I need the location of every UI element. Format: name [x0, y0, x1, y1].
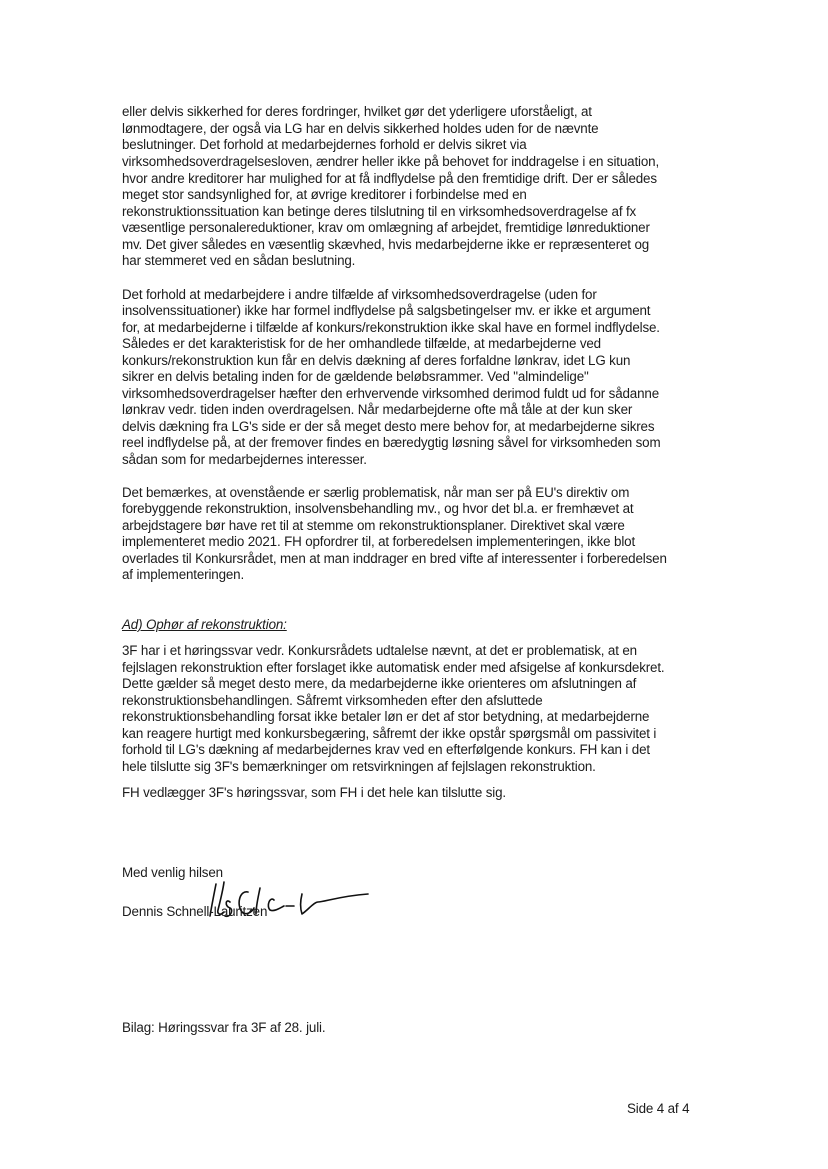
text-line: reel indflydelse på, at der fremover findes en bæredygtig løsning såvel for virksomheden som	[122, 435, 661, 450]
text-line: virksomhedsoverdragelsesloven, ændrer heller ikke på behovet for inddragelse i en situation,	[122, 154, 660, 169]
text-line: meget stor sandsynlighed for, at øvrige kreditorer i forbindelse med en	[122, 187, 527, 202]
text-line: sådan som for medarbejdernes interesser.	[122, 452, 367, 467]
text-line: hvor andre kreditorer har mulighed for at få indflydelse på den fremtidige drift. Der er således	[122, 171, 657, 186]
text-line: væsentlige personalereduktioner, krav om omlægning af arbejdet, fremtidige lønreduktioner	[122, 220, 650, 235]
text-line: arbejdstagere bør have ret til at stemme om rekonstruktionsplaner. Direktivet skal være	[122, 518, 625, 533]
text-line: FH vedlægger 3F's høringssvar, som FH i det hele kan tilslutte sig.	[122, 785, 506, 800]
text-line: insolvenssituationer) ikke har formel indflydelse på salgsbetingelser mv. er ikke et argument	[122, 303, 651, 318]
signatory-name: Dennis Schnell-Lauritzen	[122, 904, 268, 919]
text-line: 3F har i et høringssvar vedr. Konkursrådets udtalelse nævnt, at det er problematisk, at en	[122, 643, 637, 658]
attachment-note: Bilag: Høringssvar fra 3F af 28. juli.	[122, 1020, 326, 1035]
text-line: konkurs/rekonstruktion kun får en delvis dækning af deres forfaldne lønkrav, idet LG kun	[122, 353, 631, 368]
text-line: af implementeringen.	[122, 567, 245, 582]
text-line: for, at medarbejderne i tilfælde af konkurs/rekonstruktion ikke skal have en formel indflydelse.	[122, 320, 660, 335]
page-number: Side 4 af 4	[627, 1101, 690, 1116]
text-line: lønmodtagere, der også via LG har en delvis sikkerhed holdes uden for de nævnte	[122, 121, 599, 136]
text-line: Således er det karakteristisk for de her omhandlede tilfælde, at medarbejderne ved	[122, 336, 601, 351]
text-line: lønkrav vedr. tiden inden overdragelsen. Når medarbejderne ofte må tåle at der kun sker	[122, 402, 633, 417]
text-line: overlades til Konkursrådet, men at man inddrager en bred vifte af interessenter i forberedelsen	[122, 551, 667, 566]
text-line: beslutninger. Det forhold at medarbejdernes forhold er delvis sikret via	[122, 137, 527, 152]
text-line: Dette gælder så meget desto mere, da medarbejderne ikke orienteres om afslutningen af	[122, 676, 637, 691]
text-line: eller delvis sikkerhed for deres fordringer, hvilket gør det yderligere uforståeligt, at	[122, 104, 592, 119]
closing-text: Med venlig hilsen	[122, 865, 223, 880]
text-line: rekonstruktionssituation kan betinge deres tilslutning til en virksomhedsoverdragelse af fx	[122, 204, 637, 219]
section-heading: Ad) Ophør af rekonstruktion:	[122, 617, 287, 632]
text-line: virksomhedsoverdragelser hæfter den erhvervende virksomhed derimod fuldt ud for sådanne	[122, 386, 659, 401]
text-line: fejlslagen rekonstruktion efter forslaget ikke automatisk ender med afsigelse af konkursdekret.	[122, 660, 665, 675]
text-line: delvis dækning fra LG's side er der så meget desto mere behov for, at medarbejderne sikres	[122, 419, 655, 434]
text-line: Det forhold at medarbejdere i andre tilfælde af virksomhedsoverdragelse (uden for	[122, 287, 597, 302]
text-line: Det bemærkes, at ovenstående er særlig problematisk, når man ser på EU's direktiv om	[122, 485, 630, 500]
text-line: kan reagere hurtigt med konkursbegæring, såfremt der ikke opstår spørgsmål om passivitet i	[122, 726, 657, 741]
text-line: mv. Det giver således en væsentlig skævhed, hvis medarbejderne ikke er repræsenteret og	[122, 237, 650, 252]
text-line: sikrer en delvis betaling inden for de gældende beløbsrammer. Ved "almindelige"	[122, 369, 589, 384]
text-line: hele tilslutte sig 3F's bemærkninger om retsvirkningen af fejlslagen rekonstruktion.	[122, 759, 596, 774]
text-line: forebyggende rekonstruktion, insolvensbehandling mv., og hvor det bl.a. er fremhævet at	[122, 501, 634, 516]
text-line: implementeret medio 2021. FH opfordrer til, at forberedelsen implementeringen, ikke blot	[122, 534, 636, 549]
text-line: rekonstruktionsbehandling forsat ikke betaler løn er det af stor betydning, at medarbejderne	[122, 709, 650, 724]
text-line: rekonstruktionsbehandlingen. Såfremt virksomheden efter den afsluttede	[122, 693, 543, 708]
text-line: forhold til LG's dækning af medarbejdernes krav ved en efterfølgende konkurs. FH kan i det	[122, 742, 650, 757]
text-line: har stemmeret ved en sådan beslutning.	[122, 253, 356, 268]
